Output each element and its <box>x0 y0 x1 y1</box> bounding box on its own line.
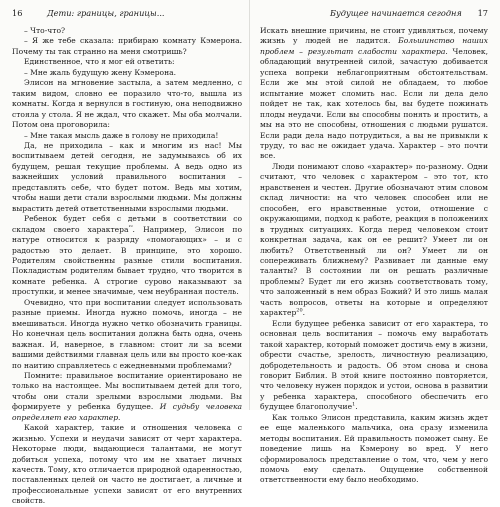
right-page-header <box>260 6 488 22</box>
paragraph: – Я же тебе сказала: прибираю комнату Кэмерона. Почему ты так странно на меня смотришь? <box>12 36 242 56</box>
footnote-marker: 20 <box>296 307 303 314</box>
paragraph: – Мне такая мысль даже в голову не приходила! <box>24 130 219 140</box>
emphasis-text: И судьбу человека определяет его характер. <box>12 402 242 422</box>
paragraph: Ребенок будет себя с детьми в соответствии со складом своего характера$^{^{19}}$. Например, Элисон по натуре относится к разряду «помогающих» – и с радостью это делает. В принципе, это хорошо. Родителям свойственны разные стили воспитания. Покладистым родителям бывает трудно, что творится в комнате ребенка. А строгие сурово наказывают за проступки, и менее значимые, чем неубранная постель. <box>12 214 243 297</box>
footnote-marker: 1 <box>352 401 356 408</box>
paragraph: Очевидно, что при воспитании следует использовать разные приемы. Иногда нужно помочь, иногда – не вмешиваться. Иногда нужно четко обозначить границы. Но конечная цель воспитания должна быть одна, очень важная. И, наверное, в главном: стоит ли за всеми вашими действиями главная цель или вы просто кое-как по наитию справляетесь с ежедневными проблемами? <box>12 297 242 370</box>
paragraph: – Что-что? <box>24 26 66 35</box>
right-page <box>250 0 500 485</box>
running-title-left: Дети: границы, границы... <box>47 8 165 18</box>
paragraph: Помните: правильное воспитание ориентировано не только на настоящее. Мы воспитываем детей для того, чтобы они стали зрелыми взрослыми людьми. Вы формируете у ребенка будущее. И судьбу человека определяет его характер. <box>12 370 242 422</box>
paragraph: Искать внешние причины, не стоит удивляться, почему жизнь у людей не ладится. Большинство наших проблем – результат слабости характера. Человек, обладающий внутренней силой, зачастую добивается успеха вопреки неблагоприятным обстоятельствам. Если же мы этой силой не обладаем, то любое испытание может сломить нас. Если ли дела дело пойдет не так, как хотелось бы, вы будете пожинать плоды неудачи. Если вы способны понять и простить, а мы на это не способны, отношения с людьми рушатся. Если ради дела надо потрудиться, а вы не привыкли к труду, то вас не ожидает удача. Характер – это почти все. <box>260 26 488 161</box>
paragraph: Элисон на мгновение застыла, а затем медленно, с таким видом, словно ее поразило что-то, вышла из комнаты. Когда я вернулся в гостиную, она неподвижно стояла у стола. Я не ждал, что скажет. Мы оба молчали. Потом она проговорила: <box>12 78 242 130</box>
left-page <box>0 0 250 506</box>
running-title-right: Будущее начинается сегодня <box>330 8 462 18</box>
paragraph: – Мне жаль будущую жену Кэмерона. <box>24 67 177 77</box>
paragraph: Как только Элисон представила, каким жизнь ждет ее еще маленького мальчика, она сразу изменила методы воспитания. Ей правильность поможет сыну. Ее поведение лишь на Кэмерону во вред. У него сформировалось представление о том, что, чем у него помочь ему сделать. Ощущение собственной ответственности ему было необходимо. <box>260 412 488 485</box>
emphasis-text: Большинство наших проблем – результат слабости характера <box>260 36 488 56</box>
paragraph: Если будущее ребенка зависит от его характера, то основная цель воспитания – помочь ему выработать такой характер, который поможет достичь ему в жизни, обрести счастье, зрелость, личностную реализацию, добродетельность и радость. Об этом снова и снова говорит Библия. В этой книге постоянно повторяется, что человеку нужен порядок и устои, основа в развитии у ребенка характера, способного обеспечить его будущее благополучие$^1$. <box>260 318 488 412</box>
right-page-body <box>260 26 488 486</box>
left-page-header <box>12 6 242 22</box>
paragraph: Какой характер, такие и отношения человека с жизнью. Успехи и неудачи зависят от черт характера. Некоторые люди, выдающиеся талантами, не могут добиться успеха, потому что им не хватает личных качеств. Тому, кто отличается природной одаренностью, поставленных целей он часто не достигает, а личные и профессиональные успехи зависят от его внутренних свойств. <box>12 423 242 506</box>
paragraph: Да, не приходила – как и многим из нас! Мы воспитываем детей сегодня, не задумываясь об их будущем, решая текущие проблемы. А ведь одно из важнейших условий правильного воспитания – представлять себе, что будет потом. Ведь мы хотим, чтобы наши дети стали взрослыми людьми. Мы должны вырастить детей ответственными взрослыми людьми. <box>12 140 242 213</box>
page-number-left: 16 <box>12 8 23 18</box>
left-page-body <box>12 26 242 507</box>
page-number-right: 17 <box>477 8 488 18</box>
paragraph: Люди понимают слово «характер» по-разному. Одни считают, что человек с характером – это тот, кто нравственен и честен. Другие обозначают этим словом склад личности: на что человек способен или не способен, его нравственные устои, отношение с окружающими, подход к работе, реакция в положениях в трудных ситуациях. Когда перед человеком стоит конкретная задача, как он ее решит? Умеет ли он любить? Ответственный ли он? Умеет ли он сопереживать ближнему? Развивает ли данные ему таланты? В состоянии ли он решать различные проблемы? Будет ли его жизнь соответствовать тому, что заложенный в нем образ Божий? И это лишь малая часть вопросов, ответы на которые и определяют характер$^{20}$. <box>260 161 488 318</box>
footnote-marker: ¹⁹ <box>128 224 133 231</box>
paragraph: Единственное, что я мог ей ответить: <box>24 57 175 67</box>
